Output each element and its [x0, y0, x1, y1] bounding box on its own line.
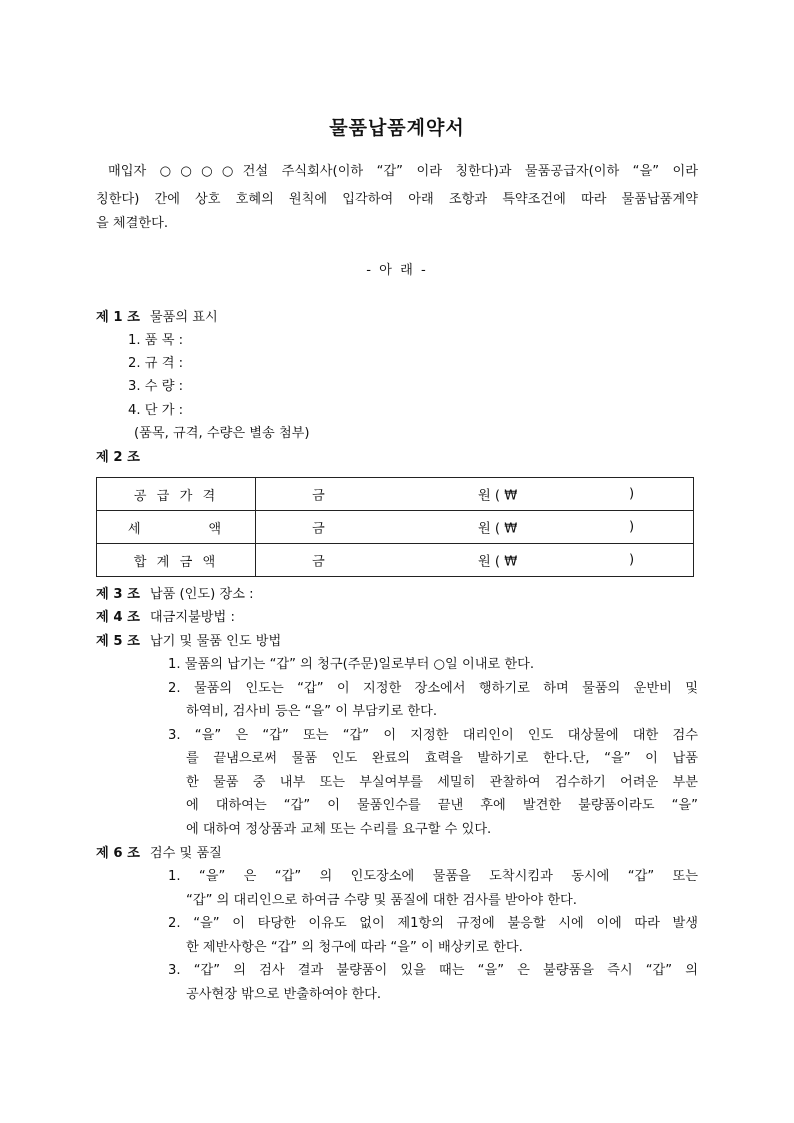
article-4-title: 대금지불방법 :	[149, 610, 235, 625]
article-5-title: 납기 및 물품 인도 방법	[149, 634, 282, 649]
total-label: 합 계 금 액	[97, 544, 256, 577]
article-5-line: 에 대하여 정상품과 교체 또는 수리를 요구할 수 있다.	[186, 822, 492, 837]
price-table	[96, 477, 694, 577]
article-6-line: 1. “을” 은 “갑” 의 인도장소에 물품을 도착시킴과 동시에 “갑” 또는	[168, 869, 698, 884]
close-paren: )	[629, 519, 635, 535]
won-label: 원 ( ₩	[478, 488, 518, 504]
article-2-number: 제 2 조	[96, 450, 140, 465]
article-5-line: 하역비, 검사비 등은 “을” 이 부담키로 한다.	[186, 704, 438, 719]
won-label: 원 ( ₩	[478, 521, 518, 537]
intro-line-3: 을 체결한다.	[96, 216, 169, 231]
article-5-line: 3. “을” 은 “갑” 또는 “갑” 이 지정한 대리인이 인도 대상물에 대한 검수	[168, 728, 698, 743]
article-6-line: 3. “갑” 의 검사 결과 불량품이 있을 때는 “을” 은 불량품을 즉시 “갑” 의	[168, 963, 698, 978]
article-3-number: 제 3 조	[96, 587, 140, 602]
supply-price-label: 공 급 가 격	[97, 478, 256, 511]
article-1-note: (품목, 규격, 수량은 별송 첨부)	[134, 426, 310, 441]
below-heading: - 아 래 -	[366, 263, 428, 278]
article-5-line: 한 물품 중 내부 또는 부실여부를 세밀히 관찰하여 검수하기 어려운 부분	[186, 775, 698, 790]
article-6-line: “갑” 의 대리인으로 하여금 수량 및 품질에 대한 검사를 받아야 한다.	[186, 893, 577, 908]
intro-line-1: 매입자 ○○○○건설 주식회사(이하 “갑” 이라 칭한다)과 물품공급자(이하 “을” 이라	[108, 164, 698, 179]
table-row	[97, 511, 694, 544]
article-6-heading	[96, 845, 222, 863]
table-row	[97, 544, 694, 577]
intro-line-2: 칭한다) 간에 상호 호혜의 원칙에 입각하여 아래 조항과 특약조건에 따라 물품납품계약	[96, 192, 698, 207]
article-5-line: 1. 물품의 납기는 “갑” 의 청구(주문)일로부터 ○일 이내로 한다.	[168, 657, 535, 672]
article-1-title: 물품의 표시	[149, 310, 218, 325]
article-3-title: 납품 (인도) 장소 :	[149, 587, 254, 602]
article-4-number: 제 4 조	[96, 610, 140, 625]
article-4-heading	[96, 609, 235, 627]
article-5-line: 를 끝냄으로써 물품 인도 완료의 효력을 발하기로 한다.단, “을” 이 납품	[186, 751, 698, 766]
article-5-line: 에 대하여는 “갑” 이 물품인수를 끝낸 후에 발견한 불량품이라도 “을”	[186, 798, 698, 813]
article-6-title: 검수 및 품질	[149, 846, 222, 861]
table-row	[97, 478, 694, 511]
won-label: 원 ( ₩	[478, 554, 518, 570]
tax-label: 세 액	[97, 511, 256, 544]
article-1-item: 3. 수 량 :	[128, 379, 184, 394]
amount-label: 금	[312, 554, 325, 570]
article-6-line: 한 제반사항은 “갑” 의 청구에 따라 “을” 이 배상키로 한다.	[186, 940, 523, 955]
article-1-item: 2. 규 격 :	[128, 356, 184, 371]
article-5-number: 제 5 조	[96, 634, 140, 649]
supply-price-value	[256, 478, 694, 511]
article-6-number: 제 6 조	[96, 846, 140, 861]
article-1-number: 제 1 조	[96, 310, 140, 325]
amount-label: 금	[312, 488, 325, 504]
article-1-item: 1. 품 목 :	[128, 333, 184, 348]
article-1-item: 4. 단 가 :	[128, 403, 184, 418]
document-title: 물품납품계약서	[329, 117, 465, 139]
article-5-line: 2. 물품의 인도는 “갑” 이 지정한 장소에서 행하기로 하며 물품의 운반비 및	[168, 681, 698, 696]
article-6-line: 공사현장 밖으로 반출하여야 한다.	[186, 987, 382, 1002]
article-1-heading	[96, 309, 218, 327]
article-5-heading	[96, 633, 281, 651]
tax-value	[256, 511, 694, 544]
close-paren: )	[629, 552, 635, 568]
article-3-heading	[96, 586, 254, 604]
total-value	[256, 544, 694, 577]
close-paren: )	[629, 486, 635, 502]
article-6-line: 2. “을” 이 타당한 이유도 없이 제1항의 규정에 불응할 시에 이에 따라 발생	[168, 916, 698, 931]
amount-label: 금	[312, 521, 325, 537]
